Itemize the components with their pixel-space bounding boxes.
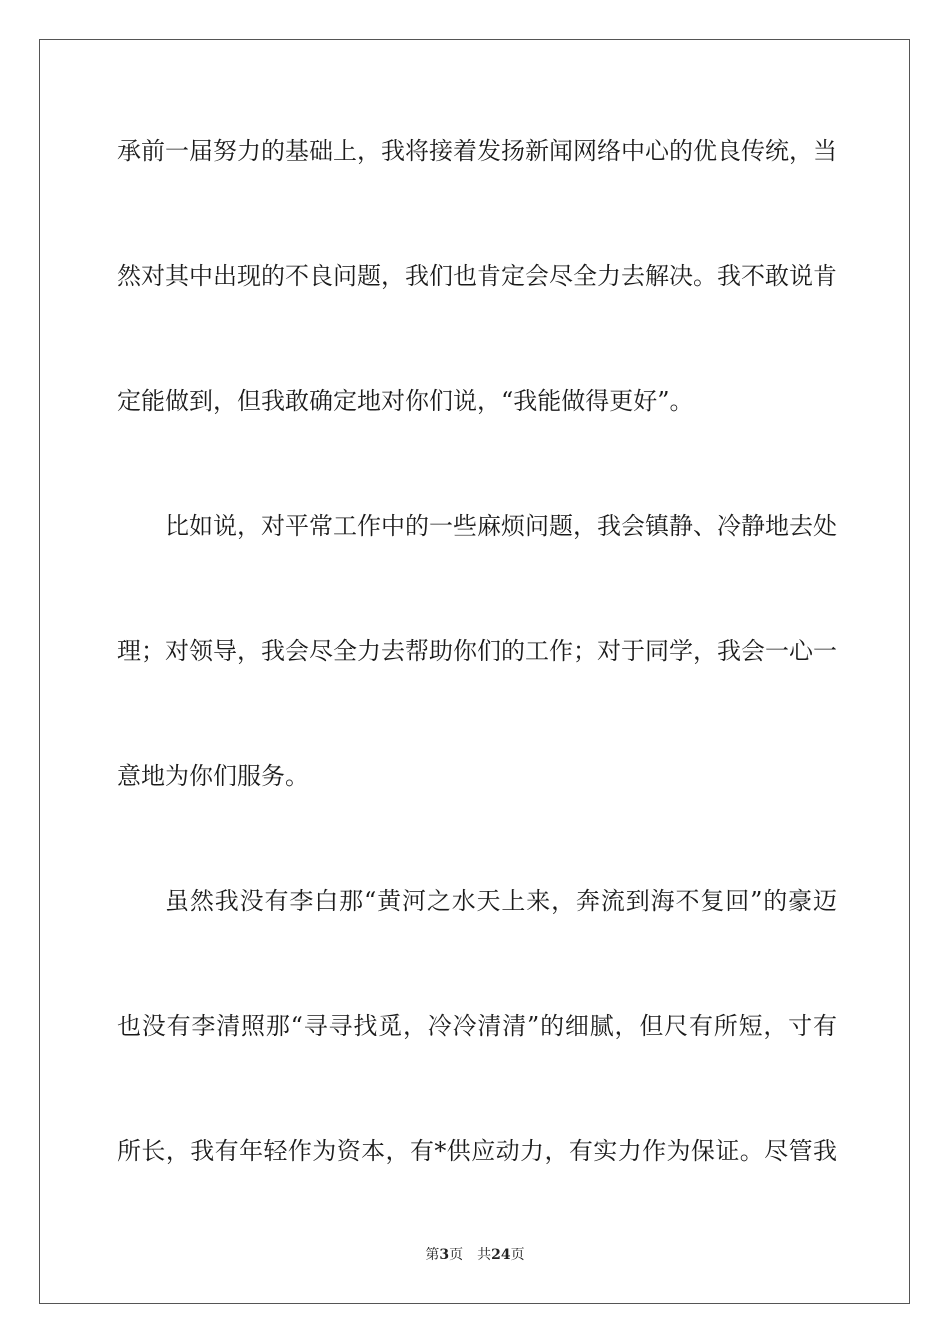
page-border (39, 39, 910, 1304)
paragraph-line: 然对其中出现的不良问题，我们也肯定会尽全力去解决。我不敢说肯 (117, 262, 837, 290)
paragraph-line: 虽然我没有李白那“黄河之水天上来，奔流到海不复回”的豪迈 (165, 887, 837, 915)
paragraph-line: 理；对领导，我会尽全力去帮助你们的工作；对于同学，我会一心一 (117, 637, 837, 665)
paragraph-line: 定能做到，但我敢确定地对你们说，“我能做得更好”。 (117, 387, 694, 415)
paragraph-line: 所长，我有年轻作为资本，有*供应动力，有实力作为保证。尽管我 (117, 1137, 837, 1165)
paragraph-line: 也没有李清照那“寻寻找觅，冷冷清清”的细腻，但尺有所短，寸有 (117, 1012, 837, 1040)
paragraph-line: 承前一届努力的基础上，我将接着发扬新闻网络中心的优良传统，当 (117, 137, 837, 165)
total-prefix: 共 (477, 1247, 492, 1263)
paragraph-line: 意地为你们服务。 (117, 762, 309, 790)
total-suffix: 页 (510, 1247, 525, 1263)
page-suffix: 页 (449, 1247, 464, 1263)
total-pages: 24 (491, 1247, 511, 1263)
page-number: 3 (439, 1247, 450, 1263)
page-footer (0, 1246, 950, 1264)
paragraph-line: 比如说，对平常工作中的一些麻烦问题，我会镇静、冷静地去处 (165, 512, 837, 540)
page-prefix: 第 (425, 1247, 440, 1263)
